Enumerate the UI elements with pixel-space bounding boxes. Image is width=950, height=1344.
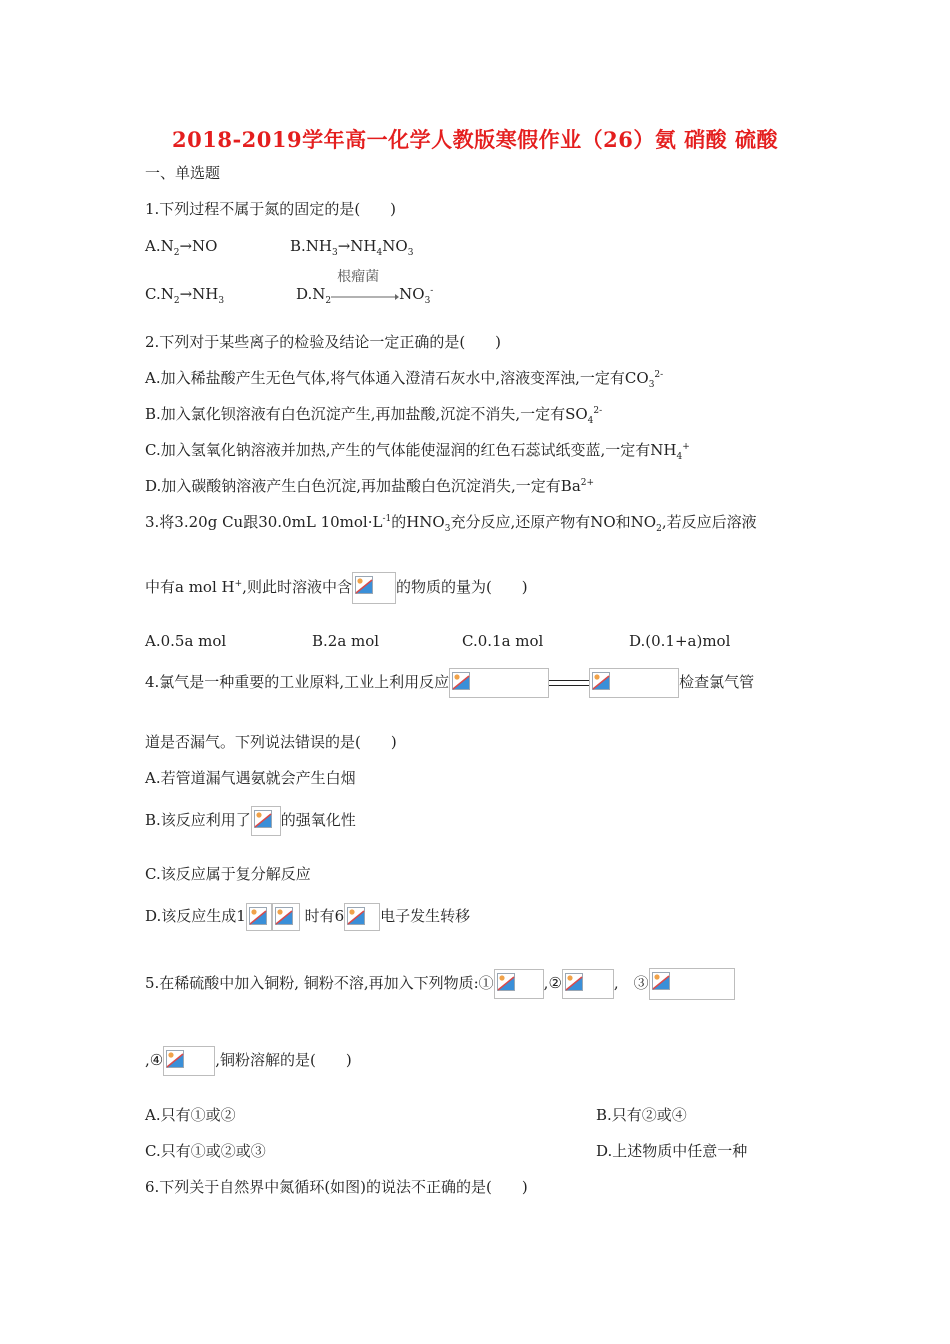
broken-image-icon [166,1050,184,1068]
arrow-label: 根瘤菌 [337,269,380,285]
question-3-stem-line1: 3.将3.20g Cu跟30.0mL $10mol\cdot L^{-1}$的$HNO_3$充分反应,还原产物有NO和$NO_2$,若反应后溶液 [145,513,757,534]
q5-option-d[interactable]: D.上述物质中任意一种 [596,1142,748,1160]
q1-b-sub3: 3 [407,248,414,258]
q3-option-a[interactable]: A.0.5a mol [145,632,227,650]
broken-image-icon [565,973,583,991]
q3-option-b[interactable]: B.2a mol [312,632,380,650]
question-6-stem: 6.下列关于自然界中氮循环(如图)的说法不正确的是( ) [145,1178,528,1196]
q1-d-text2: NO [399,285,425,303]
equals-sign [549,680,589,686]
broken-image-icon [452,672,470,690]
question-5-stem-line1: 5.在稀硫酸中加入铜粉, 铜粉不溶,再加入下列物质:① ,② , ③ [145,968,735,1000]
missing-formula-image [251,806,281,836]
q2-option-a[interactable]: A.加入稀盐酸产生无色气体,将气体通入澄清石灰水中,溶液变浑浊,一定有$CO_3^{2-}$ [145,369,664,390]
question-3-stem-line2: 中有a mol H+,则此时溶液中含 的物质的量为( ) [145,572,528,604]
q2-c-sup: + [682,442,690,452]
missing-formula-image [352,572,396,604]
broken-image-icon [652,972,670,990]
missing-substance-1-image [494,969,544,999]
question-1-stem: 1.下列过程不属于氮的固定的是( ) [145,200,397,218]
missing-unit-image-2 [344,903,380,931]
q2-option-b[interactable]: B.加入氯化钡溶液有白色沉淀产生,再加盐酸,沉淀不消失,一定有$SO_4^{2-}$ [145,405,603,426]
question-4-stem-line1: 4.氯气是一种重要的工业原料,工业上利用反应 检查氯气管 [145,668,754,698]
q1-a-text2: →NO [179,237,218,255]
q3-option-d[interactable]: D.(0.1+a)mol [629,632,731,650]
missing-substance-3-image [649,968,735,1000]
section-heading: 一、单选题 [145,164,221,182]
missing-substance-2-image [562,969,614,999]
q1-option-c[interactable] [145,284,224,304]
q1-a-text: A.N [145,237,174,255]
page-title: 2018-2019学年高一化学人教版寒假作业（26）氨 硝酸 硫酸 [172,127,778,152]
q1-option-d[interactable] [296,269,434,306]
q1-d-sup: - [430,286,434,296]
q1-b-sub: 3 [332,248,338,258]
q1-b-text3: NO [382,237,408,255]
q1-option-a[interactable] [145,236,217,256]
q2-b-text: B.加入氯化钡溶液有白色沉淀产生,再加盐酸,沉淀不消失,一定有SO [145,405,588,423]
q1-b-text2: →NH [337,237,377,255]
q2-b-sup: 2- [593,406,603,416]
q3-option-c[interactable]: C.0.1a mol [462,632,544,650]
q1-b-sub2: 4 [376,248,383,258]
q4-option-a[interactable]: A.若管道漏气遇氨就会产生白烟 [145,769,356,787]
q1-d-sub2: 3 [424,296,431,306]
q1-option-b[interactable] [290,236,413,256]
broken-image-icon [249,907,267,925]
q2-c-text: C.加入氢氧化钠溶液并加热,产生的气体能使湿润的红色石蕊试纸变蓝,一定有NH [145,441,677,459]
q5-option-b[interactable]: B.只有②或④ [596,1106,687,1124]
missing-equation-right-image [589,668,679,698]
q2-a-text: A.加入稀盐酸产生无色气体,将气体通入澄清石灰水中,溶液变浑浊,一定有CO [145,369,649,387]
q4-option-c[interactable]: C.该反应属于复分解反应 [145,865,311,883]
broken-image-icon [347,907,365,925]
q1-c-sub2: 3 [218,296,225,306]
broken-image-icon [275,907,293,925]
missing-unit-image [246,903,272,931]
q1-d-sub: 2 [325,296,332,306]
broken-image-icon [355,576,373,594]
arrow-right-icon [331,293,399,301]
q4-option-b[interactable]: B.该反应利用了 的强氧化性 [145,806,356,836]
q1-d-text: D.N [296,285,326,303]
q2-d-sup: 2+ [580,478,595,488]
q5-option-a[interactable]: A.只有①或② [145,1106,236,1124]
q5-option-c[interactable]: C.只有①或②或③ [145,1142,266,1160]
broken-image-icon [497,973,515,991]
q1-c-text: C.N [145,285,174,303]
broken-image-icon [592,672,610,690]
q2-option-d[interactable] [145,476,594,496]
q1-c-sub: 2 [173,296,180,306]
broken-image-icon [254,810,272,828]
reaction-arrow [331,269,399,305]
q2-option-c[interactable]: C.加入氢氧化钠溶液并加热,产生的气体能使湿润的红色石蕊试纸变蓝,一定有$NH_4^+$ [145,441,690,462]
q4-option-d[interactable]: D.该反应生成1 时有6 电子发生转移 [145,903,470,931]
question-5-stem-line2: ,④ ,铜粉溶解的是( ) [145,1046,352,1076]
q1-a-sub: 2 [173,248,180,258]
q2-a-sup: 2- [654,370,664,380]
q2-d-text: D.加入碳酸钠溶液产生白色沉淀,再加盐酸白色沉淀消失,一定有Ba [145,477,581,495]
q1-c-text2: →NH [179,285,219,303]
q1-b-text: B.NH [290,237,332,255]
missing-equation-left-image [449,668,549,698]
question-4-stem-line2: 道是否漏气。下列说法错误的是( ) [145,733,397,751]
missing-formula-image [272,903,300,931]
question-2-stem: 2.下列对于某些离子的检验及结论一定正确的是( ) [145,333,502,351]
missing-substance-4-image [163,1046,215,1076]
